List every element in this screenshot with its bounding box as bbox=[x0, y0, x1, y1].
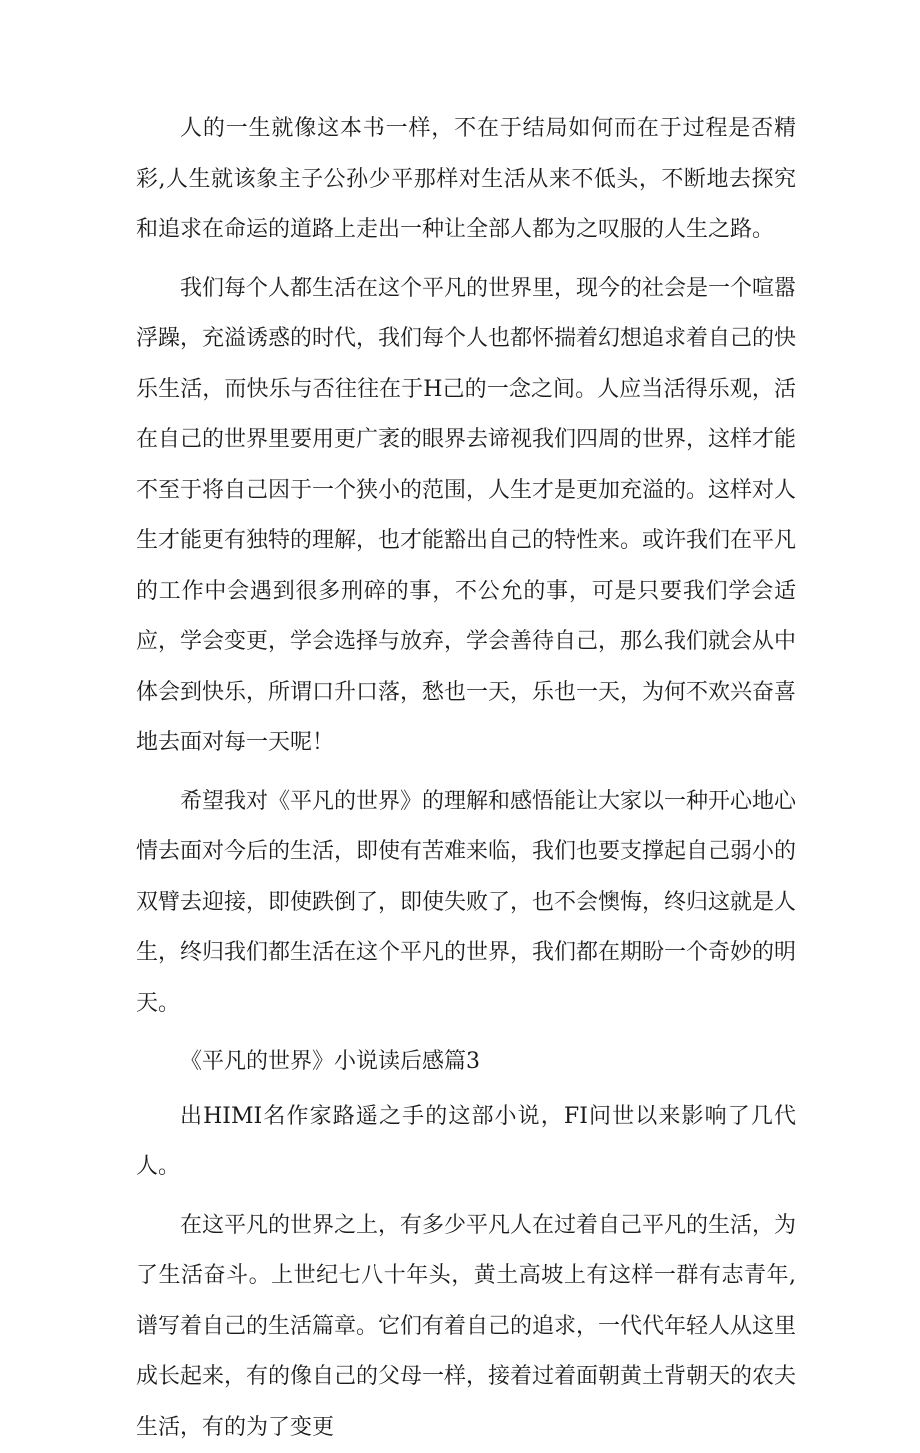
paragraph-author-intro: 出HIMI名作家路遥之手的这部小说，FI问世以来影响了几代人。 bbox=[136, 1092, 796, 1193]
document-body bbox=[136, 104, 796, 1453]
section-heading: 《平凡的世界》小说读后感篇3 bbox=[136, 1037, 796, 1088]
paragraph-hope: 希望我对《平凡的世界》的理解和感悟能让大家以一种开心地心情去面对今后的生活，即使有苦难来临，我们也要支撑起自己弱小的双臂去迎接，即使跌倒了，即使失败了，也不会懊悔，终归这就是人生，终归我们都生活在这个平凡的世界，我们都在期盼一个奇妙的明天。 bbox=[136, 777, 796, 1030]
paragraph-loess-plateau: 在这平凡的世界之上，有多少平凡人在过着自己平凡的生活，为了生活奋斗。上世纪七八十年头，黄土高坡上有这样一群有志青年,谱写着自己的生活篇章。它们有着自己的追求，一代代年轻人从这里成长起来，有的像自己的父母一样，接着过着面朝黄土背朝天的农夫生活，有的为了变更 bbox=[136, 1201, 796, 1453]
paragraph-ordinary-world: 我们每个人都生活在这个平凡的世界里，现今的社会是一个喧嚣浮躁，充溢诱惑的时代，我们每个人也都怀揣着幻想追求着自己的快乐生活，而快乐与否往往在于H己的一念之间。人应当活得乐观，活在自己的世界里要用更广袤的眼界去谛视我们四周的世界，这样才能不至于将自己因于一个狭小的范围，人生才是更加充溢的。这样对人生才能更有独特的理解，也才能豁出自己的特性来。或许我们在平凡的工作中会遇到很多刑碎的事，不公允的事，可是只要我们学会适应，学会变更，学会选择与放弃，学会善待自己，那么我们就会从中体会到快乐，所谓口升口落，愁也一天，乐也一天，为何不欢兴奋喜地去面对每一天呢！ bbox=[136, 264, 796, 769]
paragraph-life-process: 人的一生就像这本书一样，不在于结局如何而在于过程是否精彩,人生就该象主子公孙少平那样对生活从来不低头，不断地去探究和追求在命运的道路上走出一种让全部人都为之叹服的人生之路。 bbox=[136, 104, 796, 256]
